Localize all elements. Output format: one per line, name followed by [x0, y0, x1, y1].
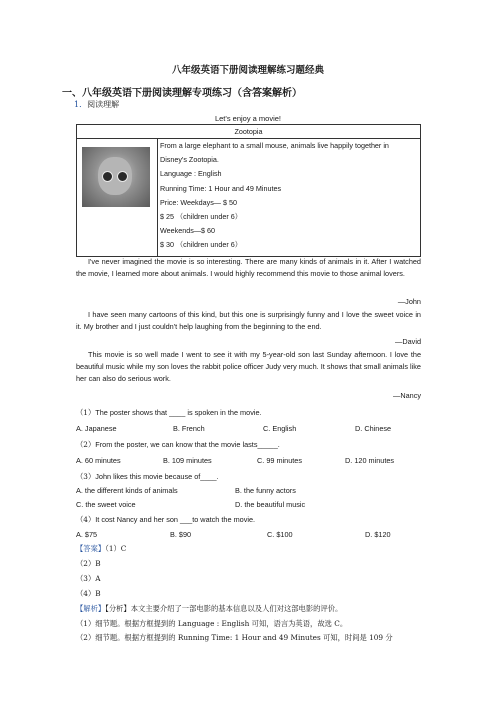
- option: A. Japanese: [76, 424, 117, 433]
- option: A. the different kinds of animals: [76, 486, 178, 495]
- review-paragraph: I've never imagined the movie is so interesting. There are many kinds of animals in it. After I watched the movie, I learned more about animals. I would highly recommend this movie to those animal lovers.: [76, 257, 421, 278]
- section-heading: 一、八年级英语下册阅读理解专项练习（含答案解析）: [62, 88, 302, 99]
- question-stem: （2）From the poster, we can know that the movie lasts_____.: [76, 440, 280, 449]
- option: B. $90: [170, 530, 192, 539]
- option: C. $100: [267, 530, 293, 539]
- explanation-intro: 【解析】【分析】本文主要介绍了一部电影的基本信息以及人们对这部电影的评价。: [76, 604, 343, 613]
- poster-info-cell: [158, 139, 421, 257]
- document-title: 八年级英语下册阅读理解练习题经典: [171, 65, 324, 76]
- explanation-block: [76, 602, 421, 646]
- option: B. the funny actors: [235, 486, 296, 495]
- explanation-tag: 【解析】: [76, 604, 106, 613]
- option: C. English: [263, 424, 297, 433]
- answer-line: （4）B: [76, 589, 101, 598]
- question-type: 阅读理解: [87, 100, 120, 109]
- poster-title: Zootopia: [77, 125, 421, 139]
- option: D. $120: [365, 530, 391, 539]
- poster-line: Running Time: 1 Hour and 49 Minutes: [160, 183, 282, 193]
- poster-line: Language : English: [160, 169, 222, 179]
- option: B. 109 minutes: [163, 456, 212, 465]
- poster-line: Weekends—$ 60: [160, 226, 216, 236]
- poster-heading: Let's enjoy a movie!: [214, 114, 282, 123]
- option: D. the beautiful music: [235, 500, 306, 509]
- option: A. $75: [76, 530, 98, 539]
- review-author: —John: [397, 297, 421, 306]
- review-paragraph: This movie is so well made I went to see it with my 5-year-old son last Sunday afternoon. I love the beautiful music while my son loves the rabbit police officer Judy very much. It shows that small animals like her can also do serious work.: [76, 350, 421, 383]
- character-face-icon: [98, 157, 132, 195]
- question-header: [74, 99, 119, 110]
- analysis-tag: 【分析】: [105, 604, 131, 613]
- answer-line: （2）B: [76, 559, 101, 568]
- option: C. 99 minutes: [257, 456, 303, 465]
- option: A. 60 minutes: [76, 456, 121, 465]
- poster-line: $ 30 （children under 6）: [160, 240, 242, 250]
- poster-line: Price: Weekdays— $ 50: [160, 197, 237, 207]
- review-author: —Nancy: [393, 391, 421, 400]
- option: D. Chinese: [355, 424, 392, 433]
- answer-line: 【答案】（1）C: [76, 544, 127, 553]
- poster-line: From a large elephant to a small mouse, animals live happily together in: [160, 141, 389, 150]
- option: C. the sweet voice: [76, 500, 136, 509]
- question-stem: （4）It cost Nancy and her son ___to watch the movie.: [76, 515, 256, 524]
- question-stem: （1）The poster shows that ____ is spoken in the movie.: [76, 408, 262, 417]
- poster-image-cell: [77, 139, 158, 257]
- question-number: 1．: [74, 100, 88, 109]
- review-paragraph: I have seen many cartoons of this kind, but this one is surprisingly funny and I love the sweet voice in it. My brother and I just couldn't help laughing from the beginning to the end.: [76, 310, 421, 331]
- option: D. 120 minutes: [345, 456, 395, 465]
- answer-line: （3）A: [76, 574, 101, 583]
- answer-tag: 【答案】: [76, 544, 106, 553]
- explanation-line: （2）细节题。根据方框提到的 Running Time: 1 Hour and 49 Minutes 可知，时间是 109 分: [76, 633, 393, 642]
- question-stem: （3）John likes this movie because of____.: [76, 472, 219, 481]
- explanation-line: （1）细节题。根据方框提到的 Language : English 可知，语言为英语，故选 C。: [76, 618, 348, 628]
- poster-line: $ 25 （children under 6）: [160, 212, 242, 222]
- poster-line: Disney's Zootopia.: [160, 155, 219, 165]
- movie-poster-table: [76, 124, 421, 257]
- review-author: —David: [395, 337, 421, 346]
- zootopia-image: [82, 147, 150, 207]
- option: B. French: [173, 424, 205, 433]
